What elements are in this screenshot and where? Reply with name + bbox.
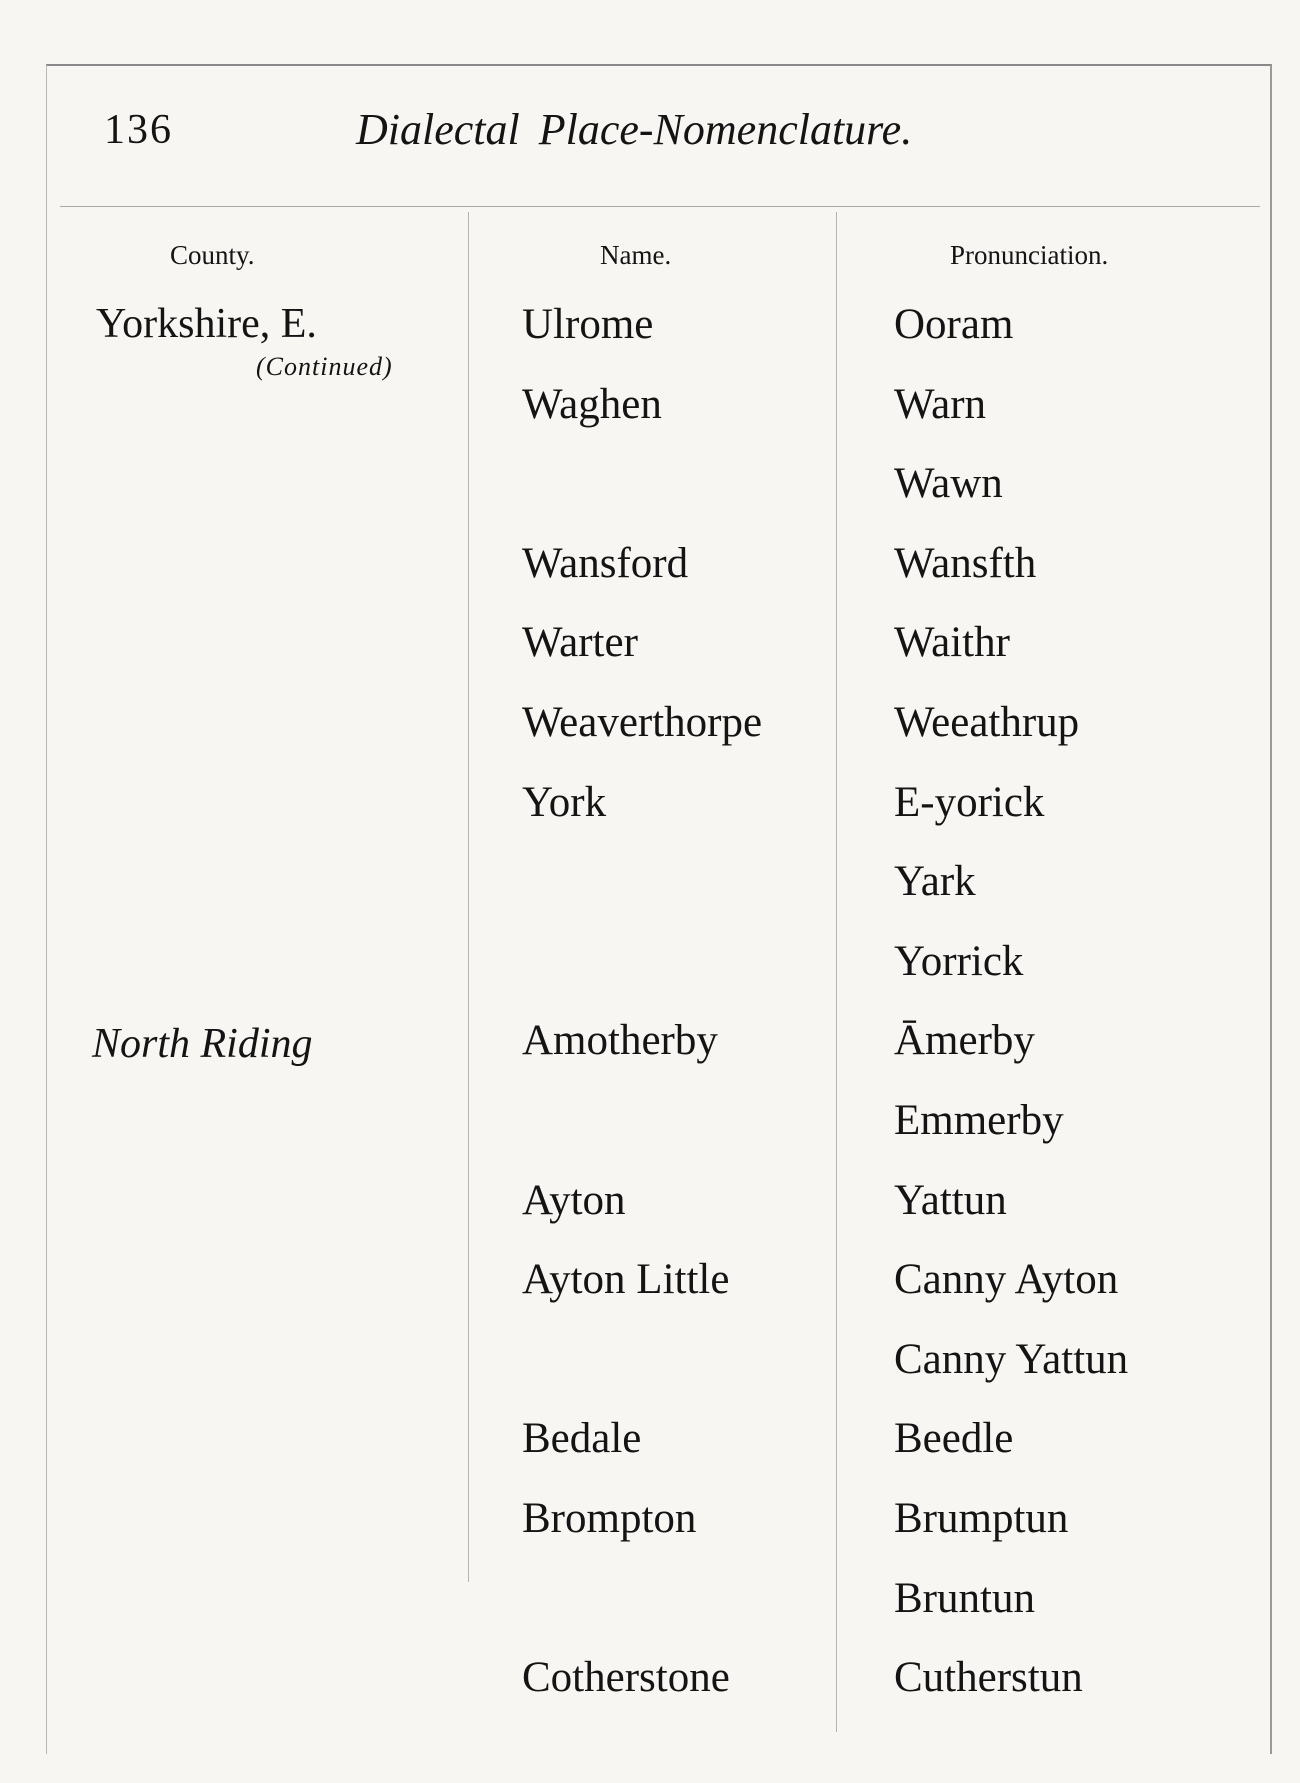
pronunciation: Bruntun [894,1575,1035,1622]
county-north-riding: North Riding [92,1021,313,1067]
pronunciation: Warn [894,381,987,428]
table-row [0,857,1300,917]
county-yorkshire-east: Yorkshire, E. [96,301,317,347]
table-row [0,937,1300,997]
pronunciation: Beedle [894,1415,1014,1462]
place-name: Bedale [522,1415,642,1462]
table-row [0,1335,1300,1395]
pronunciation: Wawn [894,460,1003,507]
pronunciation: E-yorick [894,779,1045,826]
table-row [0,618,1300,678]
place-name: Ayton [522,1177,626,1224]
pronunciation: Āmerby [894,1017,1035,1064]
place-name: Waghen [522,381,662,428]
pronunciation: Yattun [894,1177,1007,1224]
place-name: Ayton Little [522,1256,730,1303]
pronunciation: Canny Ayton [894,1256,1119,1303]
table-row [0,1255,1300,1315]
table-row [0,459,1300,519]
pronunciation: Ooram [894,301,1014,348]
pronunciation: Yorrick [894,938,1024,985]
continued-note: (Continued) [256,352,393,381]
column-header-name: Name. [600,240,672,270]
table-row [0,1494,1300,1554]
place-name: York [522,779,607,826]
place-name: Weaverthorpe [522,699,763,746]
pronunciation: Canny Yattun [894,1336,1129,1383]
table-row [0,1096,1300,1156]
page-number: 136 [104,107,173,153]
table-row [0,698,1300,758]
table-row [0,380,1300,440]
place-name: Amotherby [522,1017,718,1064]
pronunciation: Waithr [894,619,1010,666]
place-name: Cotherstone [522,1654,730,1701]
running-title: Dialectal Place-Nomenclature. [356,105,913,154]
table-row [0,1176,1300,1236]
pronunciation: Wansfth [894,540,1037,587]
table-row [0,1653,1300,1713]
table-row [0,1016,1300,1076]
column-header-pronunciation: Pronunciation. [950,240,1109,270]
pronunciation: Weeathrup [894,699,1080,746]
table-row [0,1574,1300,1634]
pronunciation: Brumptun [894,1495,1069,1542]
table-row [0,300,1300,360]
pronunciation: Cutherstun [894,1654,1083,1701]
pronunciation: Yark [894,858,976,905]
table-row [0,778,1300,838]
place-name: Wansford [522,540,689,587]
table-row [0,539,1300,599]
column-header-county: County. [170,240,255,270]
table-row [0,1414,1300,1474]
place-name: Brompton [522,1495,697,1542]
pronunciation: Emmerby [894,1097,1064,1144]
place-name: Ulrome [522,301,654,348]
place-name: Warter [522,619,638,666]
